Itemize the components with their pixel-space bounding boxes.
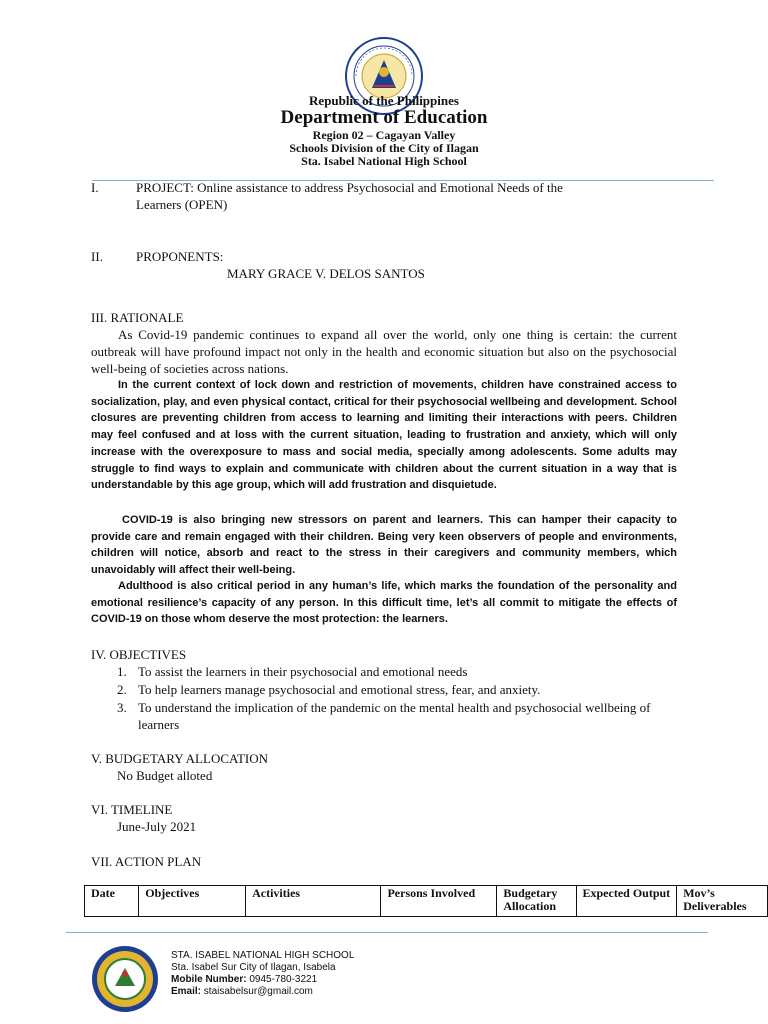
rationale-heading: III. RATIONALE [91,310,184,325]
action-plan-table [84,885,768,917]
proponents-heading: PROPONENTS: [136,249,224,264]
col-date: Date [85,886,139,917]
section-1-number: I. [91,180,99,195]
col-objectives: Objectives [139,886,246,917]
footer-address: Sta. Isabel Sur City of Ilagan, Isabela [171,962,336,973]
republic-line: Republic of the Philippines [309,93,459,108]
rationale-paragraph-2: In the current context of lock down and restriction of movements, children have constrained access to socialization, play, and even physical contact, critical for their psychosocial wellbeing and development. School closures are preventing children from access to learning and limiting their interactions with peers. Children may feel confused and at loss with the current situation, leading to frustration and anxiety, which will only increase with the overexposure to mass and social media, specially among adolescents. Some adults may struggle to find ways to explain and communicate with children about the current situation in a way that is understandable by this age group, which will add frustration and disquietude. [91,379,677,492]
region-line: Region 02 – Cagayan Valley [312,128,456,142]
action-plan-table-wrap [84,885,768,917]
section-2-number: II. [91,249,103,264]
mobile-label: Mobile Number: [171,974,247,985]
division-line: Schools Division of the City of Ilagan [289,141,479,155]
footer-email [171,986,313,998]
budget-heading: V. BUDGETARY ALLOCATION [91,751,268,766]
action-plan-heading: VII. ACTION PLAN [91,854,202,869]
proponent-name: MARY GRACE V. DELOS SANTOS [227,266,425,281]
col-persons-involved: Persons Involved [381,886,497,917]
department-title: Department of Education [280,107,488,128]
timeline-heading: VI. TIMELINE [91,802,173,817]
objective-3-text: To understand the implication of the pandemic on the mental health and psychosocial wellbeing of learners [138,700,651,732]
col-expected-output: Expected Output [576,886,677,917]
project-title-line1: PROJECT: Online assistance to address Psychosocial and Emotional Needs of the [136,180,563,195]
email-address: staisabelsur@gmail.com [203,986,313,997]
footer-school-name: STA. ISABEL NATIONAL HIGH SCHOOL [171,950,355,961]
objective-1-number: 1. [117,664,127,679]
rationale-paragraph-1: As Covid-19 pandemic continues to expand all over the world, only one thing is certain: the current outbreak will have profound impact not only in the health and economic situation but also on the psychosocial well-being of societies across nations. [91,327,677,376]
project-title-line2: Learners (OPEN) [136,197,228,212]
objectives-heading: IV. OBJECTIVES [91,647,187,662]
school-line: Sta. Isabel National High School [301,154,467,168]
footer-mobile [171,974,317,986]
objective-3-number: 3. [117,700,127,715]
col-movs-deliverables: Mov’s Deliverables [677,886,768,917]
objective-2-text: To help learners manage psychosocial and emotional stress, fear, and anxiety. [138,682,541,697]
col-activities: Activities [246,886,381,917]
email-label: Email: [171,986,202,997]
rationale-paragraph-4: Adulthood is also critical period in any human’s life, which marks the foundation of the personality and emotional resilience’s capacity of any person. In this difficult time, let’s all commit to mitigate the effects of COVID-19 on those whom deserve the most protection: the learners. [91,580,677,626]
school-seal [90,944,160,1014]
objective-1-text: To assist the learners in their psychosocial and emotional needs [138,664,468,679]
budget-value: No Budget alloted [117,768,213,783]
mobile-number: 0945-780-3221 [249,974,318,985]
rationale-paragraph-3: COVID-19 is also bringing new stressors on parent and learners. This can hamper their capacity to provide care and remain engaged with their children. Being very keen observers of people and environments, children will notice, absorb and react to the stress in their caregivers and community members, which unavoidably will affect their well-being. [91,514,677,577]
table-header-row [85,886,768,917]
footer-divider [66,932,708,933]
col-budgetary-allocation: Budgetary Allocation [497,886,576,917]
objective-2-number: 2. [117,682,127,697]
timeline-value: June-July 2021 [117,819,197,834]
